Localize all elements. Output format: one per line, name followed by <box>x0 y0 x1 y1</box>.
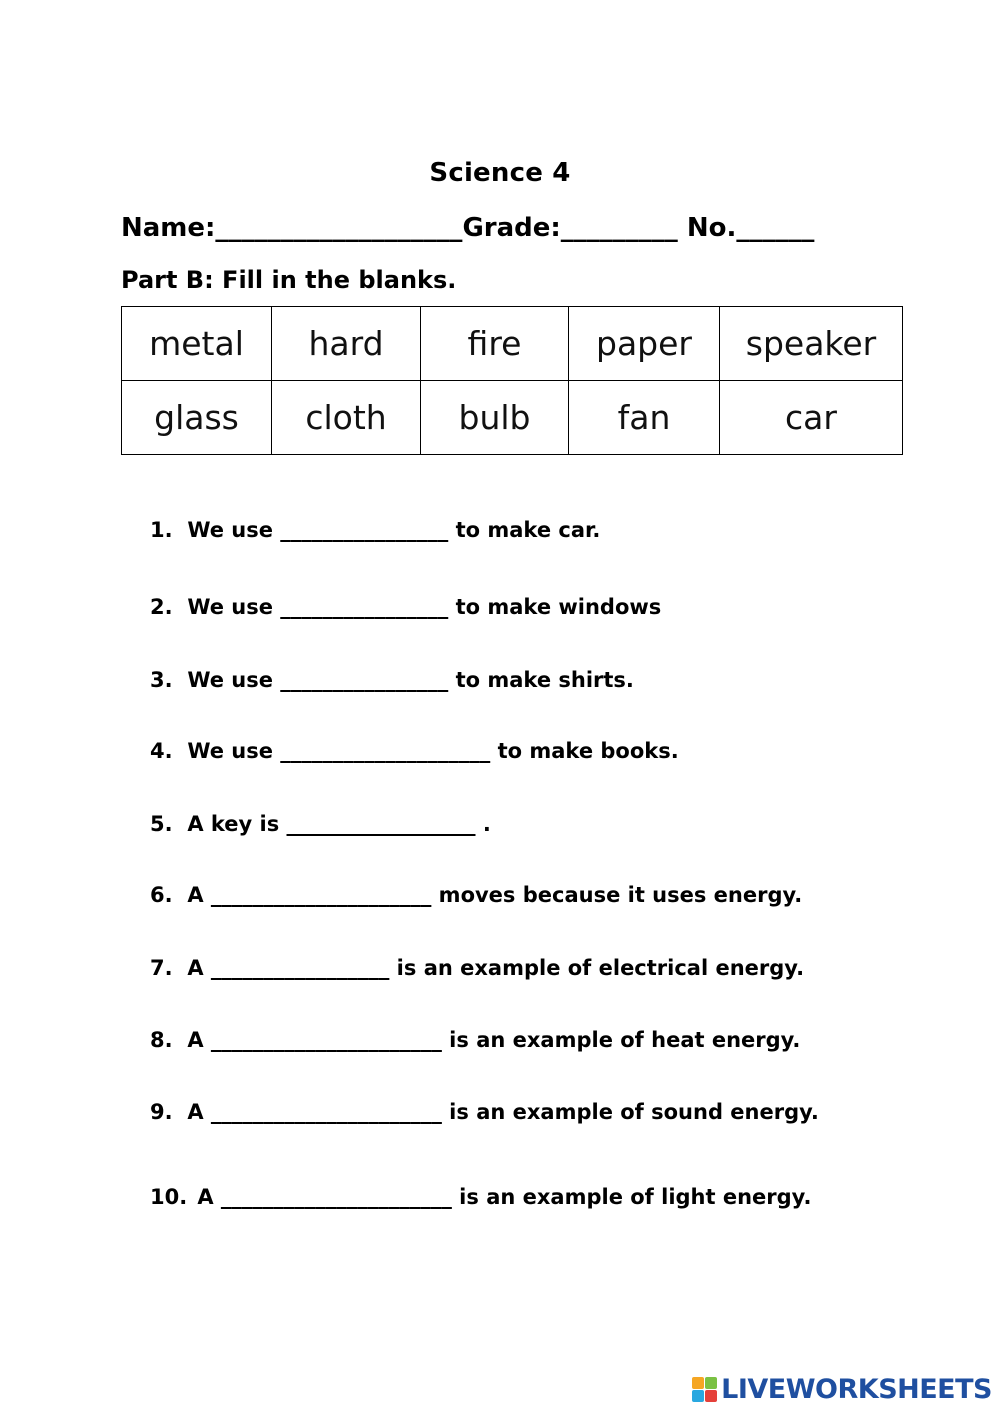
question-number: 6. <box>150 883 173 907</box>
question-number: 9. <box>150 1100 173 1124</box>
logo-tile-orange <box>692 1377 704 1389</box>
word-bank-cell[interactable]: metal <box>122 307 272 381</box>
word-bank-row <box>122 381 903 455</box>
logo-tile-red <box>705 1390 717 1402</box>
question-number: 1. <box>150 518 173 542</box>
word-bank-cell[interactable]: glass <box>122 381 272 455</box>
question-text[interactable]: We use ________________ to make car. <box>187 518 601 542</box>
word-bank-cell[interactable]: cloth <box>272 381 421 455</box>
word-bank-cell[interactable]: bulb <box>421 381 569 455</box>
question-item <box>150 1028 800 1052</box>
question-item <box>150 883 802 907</box>
question-number: 4. <box>150 739 173 763</box>
logo-tile-blue <box>692 1390 704 1402</box>
word-bank-cell[interactable]: speaker <box>720 307 903 381</box>
question-text[interactable]: We use ____________________ to make books. <box>187 739 679 763</box>
question-number: 2. <box>150 595 173 619</box>
student-info-line <box>121 213 814 243</box>
question-item <box>150 739 679 763</box>
section-instructions: Part B: Fill in the blanks. <box>121 266 457 294</box>
word-bank-cell[interactable]: car <box>720 381 903 455</box>
word-bank-cell[interactable]: fan <box>569 381 720 455</box>
question-text[interactable]: A _________________ is an example of electrical energy. <box>187 956 805 980</box>
liveworksheets-logo-icon <box>692 1377 717 1402</box>
question-item <box>150 956 804 980</box>
question-item <box>150 812 491 836</box>
question-text[interactable]: We use ________________ to make shirts. <box>187 668 634 692</box>
question-item <box>150 1100 819 1124</box>
word-bank-cell[interactable]: hard <box>272 307 421 381</box>
question-text[interactable]: A key is __________________ . <box>187 812 491 836</box>
name-field[interactable]: Name:___________________ <box>121 213 463 243</box>
question-text[interactable]: A ______________________ is an example of light energy. <box>197 1185 812 1209</box>
question-text[interactable]: A _____________________ moves because it uses energy. <box>187 883 803 907</box>
grade-field[interactable]: Grade:_________ <box>462 213 678 243</box>
question-item <box>150 518 600 542</box>
question-item <box>150 595 661 619</box>
question-number: 10. <box>150 1185 188 1209</box>
word-bank-row <box>122 307 903 381</box>
logo-text: LIVEWORKSHEETS <box>721 1374 992 1405</box>
question-text[interactable]: We use ________________ to make windows <box>187 595 662 619</box>
question-item <box>150 668 634 692</box>
question-item <box>150 1185 811 1209</box>
question-number: 3. <box>150 668 173 692</box>
word-bank-table <box>121 306 903 455</box>
page-title: Science 4 <box>429 158 571 188</box>
number-field[interactable]: No.______ <box>686 213 815 243</box>
question-number: 8. <box>150 1028 173 1052</box>
word-bank-cell[interactable]: fire <box>421 307 569 381</box>
question-number: 5. <box>150 812 173 836</box>
word-bank-cell[interactable]: paper <box>569 307 720 381</box>
question-text[interactable]: A ______________________ is an example of heat energy. <box>187 1028 801 1052</box>
question-text[interactable]: A ______________________ is an example of sound energy. <box>187 1100 819 1124</box>
question-number: 7. <box>150 956 173 980</box>
liveworksheets-logo[interactable] <box>692 1374 992 1405</box>
logo-tile-green <box>705 1377 717 1389</box>
